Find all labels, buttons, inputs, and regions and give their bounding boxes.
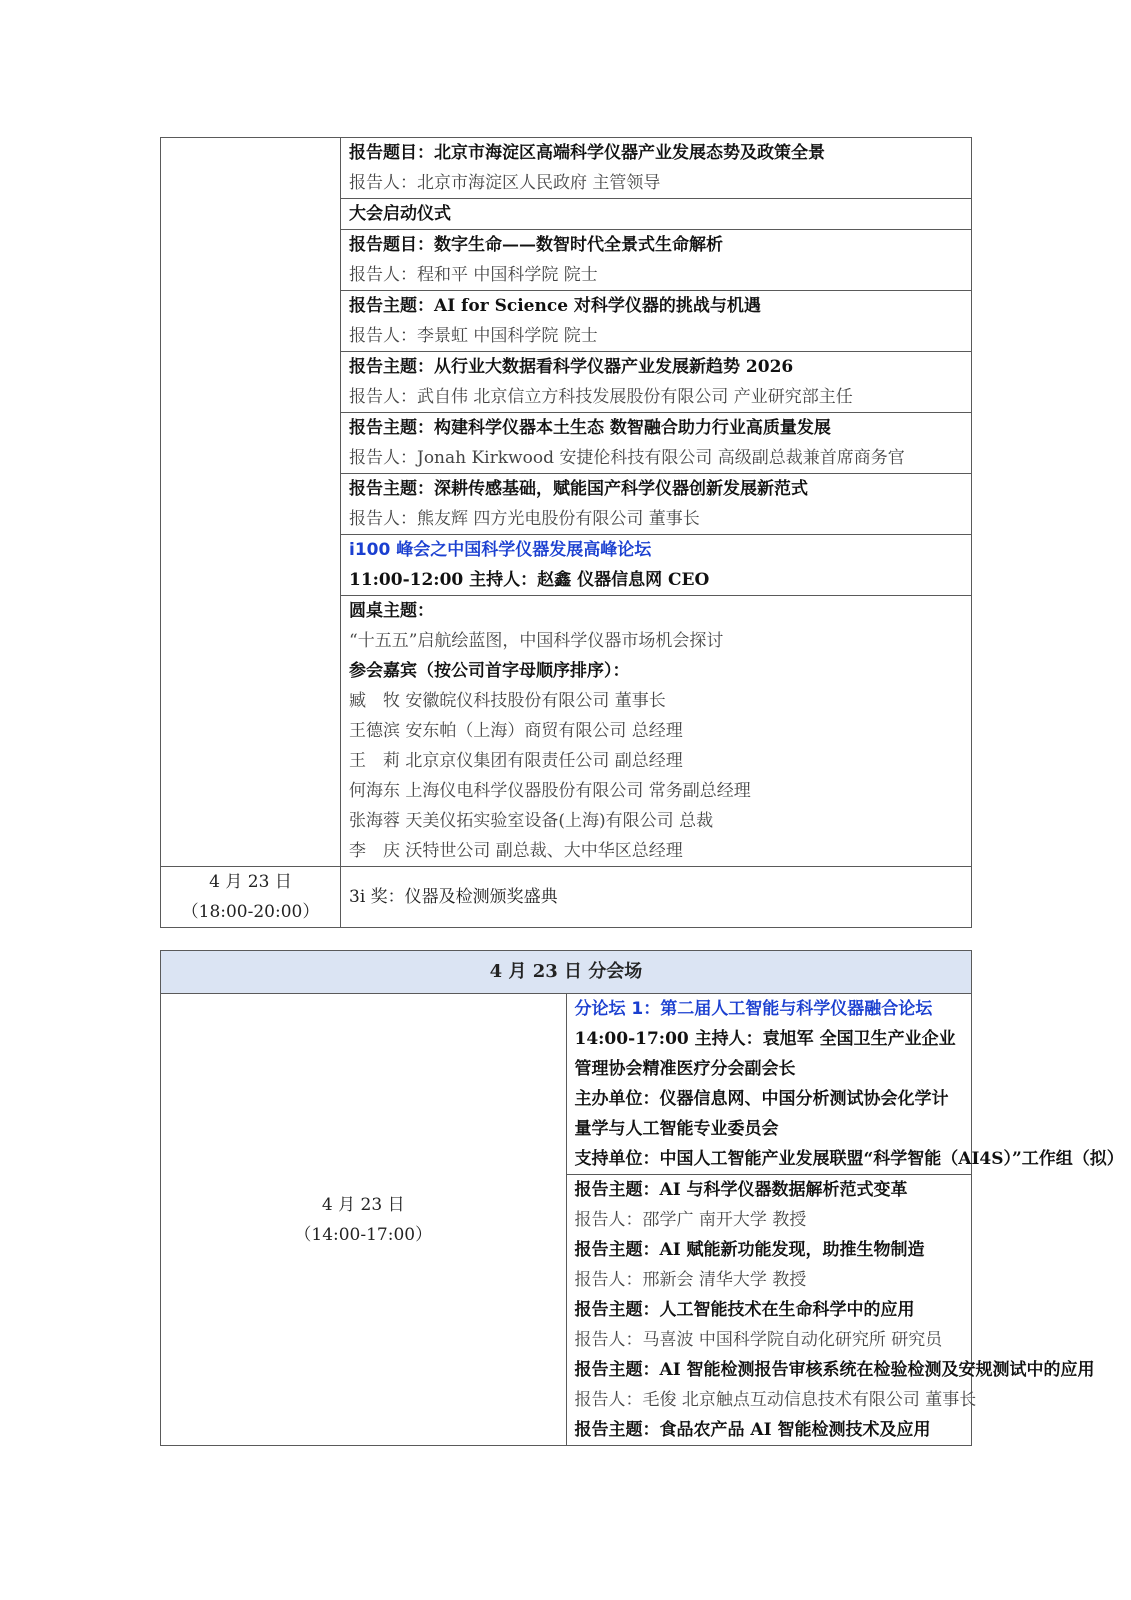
talk-speaker: 报告人：马喜波 中国科学院自动化研究所 研究员 xyxy=(574,1330,943,1350)
talk-speaker: 报告人：毛俊 北京触点互动信息技术有限公司 董事长 xyxy=(574,1390,977,1410)
agenda-block xyxy=(341,291,972,352)
talk-title: 报告主题：构建科学仪器本土生态 数智融合助力行业高质量发展 xyxy=(349,418,831,438)
roundtable-block xyxy=(341,596,972,867)
date-cell-empty xyxy=(161,138,341,867)
guest-item: 王 莉 北京京仪集团有限责任公司 副总经理 xyxy=(349,751,683,771)
date-cell xyxy=(161,994,567,1446)
agenda-table-main xyxy=(160,137,972,928)
talk-title: 报告主题：人工智能技术在生命科学中的应用 xyxy=(574,1300,915,1320)
talk-speaker: 报告人：李景虹 中国科学院 院士 xyxy=(349,326,598,346)
guests-label: 参会嘉宾（按公司首字母顺序排序）： xyxy=(349,661,630,681)
guest-item: 何海东 上海仪电科学仪器股份有限公司 常务副总经理 xyxy=(349,781,751,801)
branch-organizer: 主办单位：仪器信息网、中国分析测试协会化学计量学与人工智能专业委员会 xyxy=(574,1089,949,1139)
agenda-table-branch xyxy=(160,950,1124,1446)
talk-speaker: 报告人：程和平 中国科学院 院士 xyxy=(349,265,598,285)
forum-block xyxy=(341,535,972,596)
talk-title: 报告题目：数字生命——数智时代全景式生命解析 xyxy=(349,235,723,255)
talk-speaker: 报告人：武自伟 北京信立方科技发展股份有限公司 产业研究部主任 xyxy=(349,387,853,407)
agenda-block xyxy=(341,474,972,535)
branch-block xyxy=(566,994,1124,1446)
talk-title: 报告主题：AI 赋能新功能发现，助推生物制造 xyxy=(574,1240,925,1260)
talk-title: 报告主题：AI 与科学仪器数据解析范式变革 xyxy=(574,1180,908,1200)
award-event: 3i 奖：仪器及检测颁奖盛典 xyxy=(349,887,558,907)
talk-speaker: 报告人：Jonah Kirkwood 安捷伦科技有限公司 高级副总裁兼首席商务官 xyxy=(349,448,905,468)
talk-title: 报告主题：食品农产品 AI 智能检测技术及应用 xyxy=(574,1420,931,1440)
award-block xyxy=(341,867,972,928)
roundtable-label: 圆桌主题： xyxy=(349,601,434,621)
talk-speaker: 报告人：熊友辉 四方光电股份有限公司 董事长 xyxy=(349,509,700,529)
guest-item: 李 庆 沃特世公司 副总裁、大中华区总经理 xyxy=(349,841,683,861)
agenda-block xyxy=(341,230,972,291)
ceremony-title: 大会启动仪式 xyxy=(349,204,451,224)
talk-speaker: 报告人：邢新会 清华大学 教授 xyxy=(574,1270,807,1290)
date-cell xyxy=(161,867,341,928)
talk-title: 报告主题：从行业大数据看科学仪器产业发展新趋势 2026 xyxy=(349,357,794,377)
branch-support: 支持单位：中国人工智能产业发展联盟“科学智能（AI4S）”工作组（拟） xyxy=(574,1149,1124,1169)
talk-speaker: 报告人：邵学广 南开大学 教授 xyxy=(574,1210,807,1230)
talk-title: 报告主题：AI for Science 对科学仪器的挑战与机遇 xyxy=(349,296,761,316)
evening-time: （18:00-20:00） xyxy=(181,902,320,922)
agenda-block xyxy=(341,352,972,413)
guest-item: 王德滨 安东帕（上海）商贸有限公司 总经理 xyxy=(349,721,683,741)
branch-date: 4 月 23 日 xyxy=(321,1194,405,1215)
talks-section xyxy=(567,1174,1095,1445)
roundtable-topic: “十五五”启航绘蓝图，中国科学仪器市场机会探讨 xyxy=(349,631,724,651)
branch-time: （14:00-17:00） xyxy=(294,1224,433,1245)
forum-host: 11:00-12:00 主持人：赵鑫 仪器信息网 CEO xyxy=(349,570,710,590)
agenda-block xyxy=(341,138,972,199)
talk-title: 报告主题：深耕传感基础，赋能国产科学仪器创新发展新范式 xyxy=(349,479,808,499)
talk-title: 报告主题：AI 智能检测报告审核系统在检验检测及安规测试中的应用 xyxy=(574,1360,1095,1380)
guest-item: 臧 牧 安徽皖仪科技股份有限公司 董事长 xyxy=(349,691,666,711)
branch-forum-title: 分论坛 1：第二届人工智能与科学仪器融合论坛 xyxy=(574,999,933,1019)
talk-title: 报告题目：北京市海淀区高端科学仪器产业发展态势及政策全景 xyxy=(349,143,825,163)
guest-item: 张海蓉 天美仪拓实验室设备(上海)有限公司 总裁 xyxy=(349,811,714,831)
forum-title: i100 峰会之中国科学仪器发展高峰论坛 xyxy=(349,540,652,560)
agenda-block xyxy=(341,199,972,230)
branch-host: 14:00-17:00 主持人：袁旭军 全国卫生产业企业管理协会精准医疗分会副会长 xyxy=(574,1029,956,1079)
talk-speaker: 报告人：北京市海淀区人民政府 主管领导 xyxy=(349,173,661,193)
evening-date: 4 月 23 日 xyxy=(209,872,292,892)
agenda-block xyxy=(341,413,972,474)
branch-header: 4 月 23 日 分会场 xyxy=(161,951,972,994)
